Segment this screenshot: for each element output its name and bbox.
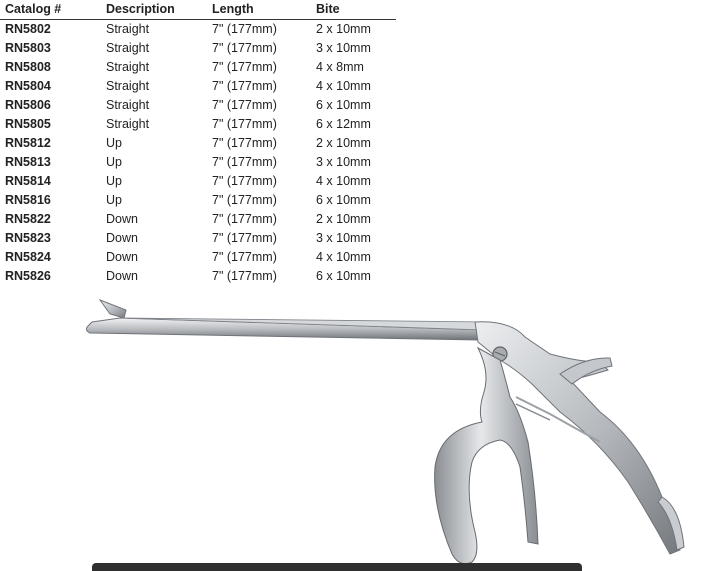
cell-catalog: RN5808 [5,60,51,74]
table-header-row [0,0,396,20]
table-row [0,267,396,286]
cell-length: 7" (177mm) [212,212,277,226]
cell-length: 7" (177mm) [212,79,277,93]
cell-description: Up [106,155,122,169]
cell-bite: 2 x 10mm [316,136,371,150]
cell-length: 7" (177mm) [212,250,277,264]
cell-description: Down [106,250,138,264]
cell-description: Straight [106,60,150,74]
cell-length: 7" (177mm) [212,193,277,207]
cell-catalog: RN5813 [5,155,51,169]
front-handle [435,348,538,564]
cell-length: 7" (177mm) [212,231,277,245]
cell-catalog: RN5802 [5,22,51,36]
cell-catalog: RN5822 [5,212,51,226]
table-row [0,39,396,58]
cell-bite: 4 x 10mm [316,79,371,93]
cell-length: 7" (177mm) [212,60,277,74]
cell-catalog: RN5806 [5,98,51,112]
table-row [0,191,396,210]
cell-catalog: RN5823 [5,231,51,245]
cell-bite: 3 x 10mm [316,41,371,55]
cell-bite: 6 x 12mm [316,117,371,131]
table-row [0,172,396,191]
cell-catalog: RN5812 [5,136,51,150]
table-row [0,96,396,115]
cell-description: Straight [106,41,150,55]
table-row [0,58,396,77]
cell-length: 7" (177mm) [212,155,277,169]
table-body [0,20,396,287]
cell-length: 7" (177mm) [212,22,277,36]
cell-description: Straight [106,117,150,131]
cell-description: Down [106,212,138,226]
cell-bite: 4 x 10mm [316,174,371,188]
cell-bite: 2 x 10mm [316,212,371,226]
cell-description: Straight [106,98,150,112]
cell-length: 7" (177mm) [212,98,277,112]
cell-catalog: RN5814 [5,174,51,188]
cell-catalog: RN5805 [5,117,51,131]
table-row [0,248,396,267]
cell-length: 7" (177mm) [212,174,277,188]
table-row [0,20,396,40]
table-row [0,153,396,172]
header-catalog: Catalog # [0,0,106,20]
cell-bite: 3 x 10mm [316,231,371,245]
bottom-bar [92,563,582,571]
jaw-tip [100,300,126,318]
table-row [0,77,396,96]
rongeur-instrument-image [80,292,703,571]
table-row [0,229,396,248]
table-row [0,210,396,229]
cell-bite: 6 x 10mm [316,98,371,112]
cell-description: Up [106,136,122,150]
cell-description: Down [106,231,138,245]
cell-bite: 6 x 10mm [316,193,371,207]
header-bite: Bite [316,0,396,20]
cell-length: 7" (177mm) [212,117,277,131]
catalog-table [0,0,396,286]
cell-bite: 2 x 10mm [316,22,371,36]
cell-length: 7" (177mm) [212,269,277,283]
cell-length: 7" (177mm) [212,41,277,55]
cell-bite: 3 x 10mm [316,155,371,169]
cell-catalog: RN5826 [5,269,51,283]
cell-bite: 6 x 10mm [316,269,371,283]
cell-description: Straight [106,22,150,36]
header-length: Length [212,0,316,20]
cell-catalog: RN5824 [5,250,51,264]
cell-catalog: RN5804 [5,79,51,93]
table-row [0,115,396,134]
cell-catalog: RN5816 [5,193,51,207]
table-row [0,134,396,153]
cell-description: Up [106,193,122,207]
cell-description: Up [106,174,122,188]
cell-catalog: RN5803 [5,41,51,55]
cell-bite: 4 x 8mm [316,60,364,74]
header-description: Description [106,0,212,20]
cell-description: Straight [106,79,150,93]
cell-length: 7" (177mm) [212,136,277,150]
cell-description: Down [106,269,138,283]
cell-bite: 4 x 10mm [316,250,371,264]
